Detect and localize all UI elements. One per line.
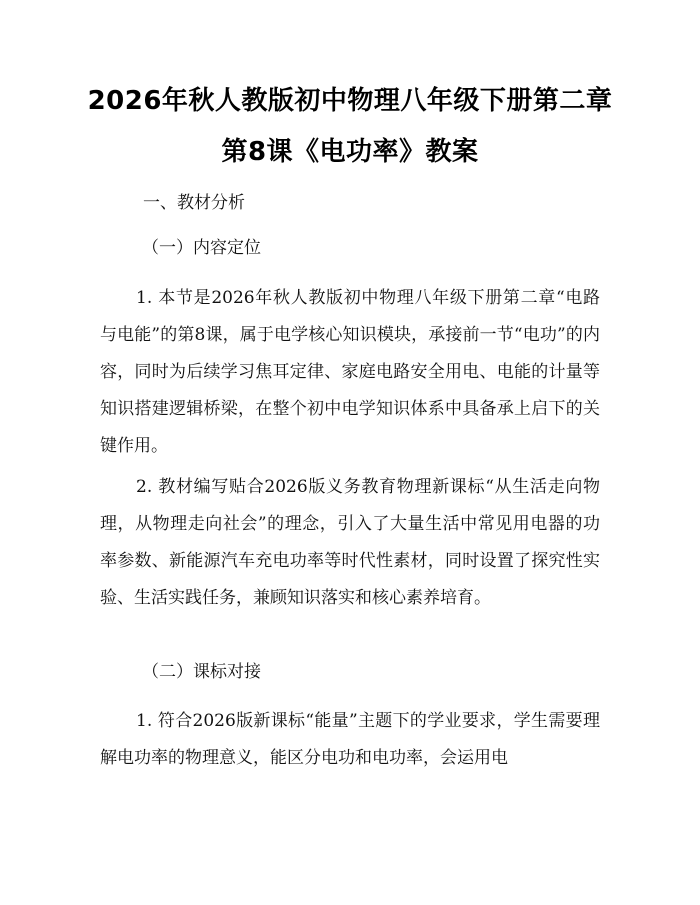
paragraph-2: 2. 教材编写贴合2026版义务教育物理新课标“从生活走向物理，从物理走向社会”的理念，引入了大量生活中常见用电器的功率参数、新能源汽车充电功率等时代性素材，同时设置了探究性实验、生活实践任务，兼顾知识落实和核心素养培育。 (100, 477, 600, 608)
subsection-heading-curriculum-alignment: （二）课标对接 (142, 662, 261, 682)
document-title-line1: 2026年秋人教版初中物理八年级下册第二章 (87, 86, 613, 116)
paragraph-1: 1. 本节是2026年秋人教版初中物理八年级下册第二章“电路与电能”的第8课，属于电学核心知识模块，承接前一节“电功”的内容，同时为后续学习焦耳定律、家庭电路安全用电、电能的计量等知识搭建逻辑桥梁，在整个初中电学知识体系中具备承上启下的关键作用。 (100, 288, 600, 456)
paragraph-3: 1. 符合2026版新课标“能量”主题下的学业要求，学生需要理解电功率的物理意义，能区分电功和电功率，会运用电 (100, 711, 600, 768)
section-heading-textbook-analysis: 一、教材分析 (143, 193, 245, 213)
subsection-heading-content-positioning: （一）内容定位 (142, 238, 261, 258)
document-title-line2: 第8课《电功率》教案 (221, 137, 479, 167)
